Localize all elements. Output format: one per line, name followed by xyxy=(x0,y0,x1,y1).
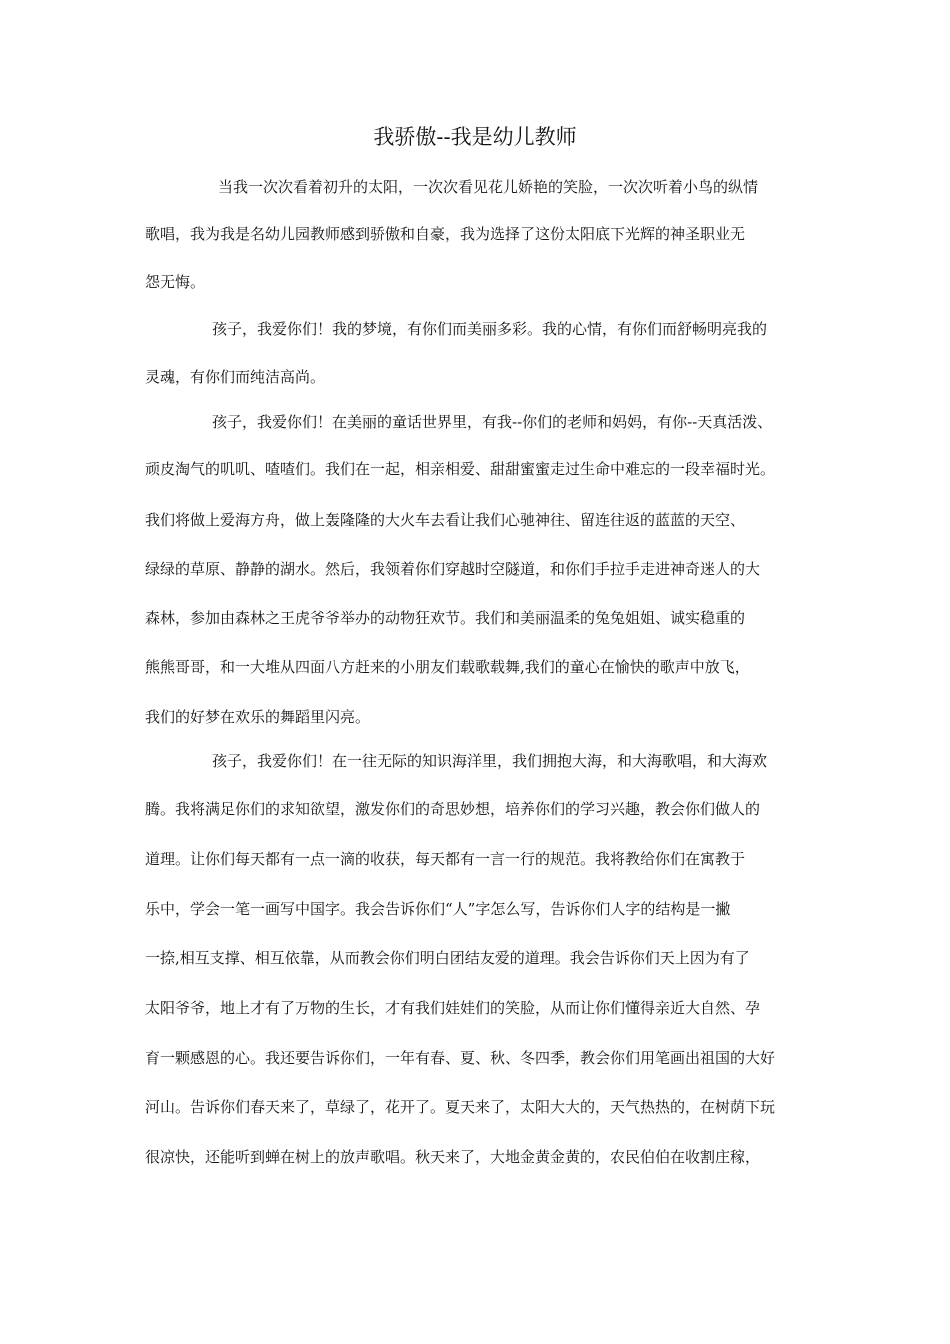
paragraph-line: 怨无悔。 xyxy=(145,273,206,291)
paragraph-line: 当我一次次看着初升的太阳，一次次看见花儿娇艳的笑脸，一次次听着小鸟的纵情 xyxy=(218,178,759,196)
paragraph-line: 顽皮淘气的叽叽、喳喳们。我们在一起，相亲相爱、甜甜蜜蜜走过生命中难忘的一段幸福时光。 xyxy=(145,460,776,478)
paragraph-line: 太阳爷爷，地上才有了万物的生长，才有我们娃娃们的笑脸，从而让你们懂得亲近大自然、孕 xyxy=(145,999,761,1017)
paragraph-line: 孩子，我爱你们！在美丽的童话世界里，有我--你们的老师和妈妈，有你--天真活泼、 xyxy=(212,413,773,431)
paragraph-line: 一捺,相互支撑、相互依靠，从而教会你们明白团结友爱的道理。我会告诉你们天上因为有了 xyxy=(145,949,750,967)
paragraph-line: 森林，参加由森林之王虎爷爷举办的动物狂欢节。我们和美丽温柔的兔兔姐姐、诚实稳重的 xyxy=(145,609,746,627)
paragraph-line: 绿绿的草原、静静的湖水。然后，我领着你们穿越时空隧道，和你们手拉手走进神奇迷人的大 xyxy=(145,560,761,578)
paragraph-line: 歌唱，我为我是名幼儿园教师感到骄傲和自豪，我为选择了这份太阳底下光辉的神圣职业无 xyxy=(145,225,746,243)
paragraph-line: 灵魂，有你们而纯洁高尚。 xyxy=(145,368,326,386)
paragraph-line: 我们将做上爱海方舟，做上轰隆隆的大火车去看让我们心驰神往、留连往返的蓝蓝的天空、 xyxy=(145,511,746,529)
paragraph-line: 道理。让你们每天都有一点一滴的收获，每天都有一言一行的规范。我将教给你们在寓教于 xyxy=(145,850,746,868)
paragraph-line: 乐中，学会一笔一画写中国字。我会告诉你们“人”字怎么写，告诉你们人字的结构是一撇 xyxy=(145,900,731,918)
paragraph-line: 孩子，我爱你们！在一往无际的知识海洋里，我们拥抱大海，和大海歌唱，和大海欢 xyxy=(212,752,768,770)
paragraph-line: 熊熊哥哥，和一大堆从四面八方赶来的小朋友们载歌载舞,我们的童心在愉快的歌声中放飞， xyxy=(145,658,750,676)
paragraph-line: 育一颗感恩的心。我还要告诉你们，一年有春、夏、秋、冬四季，教会你们用笔画出祖国的大好 xyxy=(145,1049,776,1067)
paragraph-line: 腾。我将满足你们的求知欲望，激发你们的奇思妙想，培养你们的学习兴趣，教会你们做人的 xyxy=(145,800,761,818)
paragraph-line: 我们的好梦在欢乐的舞蹈里闪亮。 xyxy=(145,708,371,726)
document-title: 我骄傲--我是幼儿教师 xyxy=(373,125,577,149)
paragraph-line: 孩子，我爱你们！我的梦境，有你们而美丽多彩。我的心情，有你们而舒畅明亮我的 xyxy=(212,320,768,338)
paragraph-line: 河山。告诉你们春天来了，草绿了，花开了。夏天来了，太阳大大的，天气热热的，在树荫下玩 xyxy=(145,1098,776,1116)
paragraph-line: 很凉快，还能听到蝉在树上的放声歌唱。秋天来了，大地金黄金黄的，农民伯伯在收割庄稼， xyxy=(145,1148,761,1166)
